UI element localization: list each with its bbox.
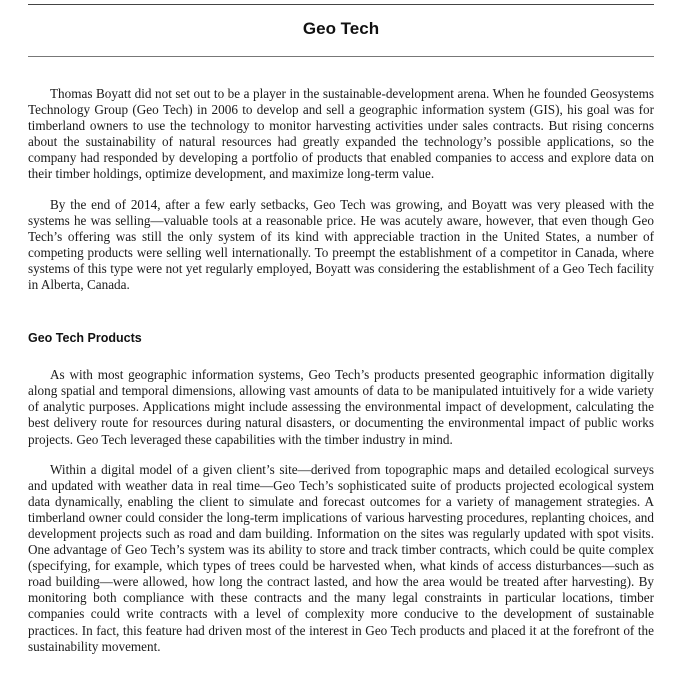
section-heading-products: Geo Tech Products <box>28 331 142 346</box>
intro-paragraph-2: By the end of 2014, after a few early setbacks, Geo Tech was growing, and Boyatt was very pleased with the systems he was selling—valuable tools at a reasonable price. He was acutely aware, however, that even though Geo Tech’s offering was still the only system of its kind with appreciable traction in the United States, a number of competing products were selling well internationally. To preempt the establishment of a competitor in Canada, where systems of this type were not yet regularly employed, Boyatt was considering the establishment of a Geo Tech facility in Alberta, Canada. <box>28 196 654 293</box>
intro-paragraph-1: Thomas Boyatt did not set out to be a player in the sustainable-development arena. When he founded Geosystems Technology Group (Geo Tech) in 2006 to develop and sell a geographic information system (GIS), his goal was for timberland owners to use the technology to monitor harvesting activities under sales contracts. But rising concerns about the sustainability of natural resources had greatly expanded the technology’s possible applications, so the company had responded by developing a portfolio of products that enabled companies to access and explore data on their timber holdings, optimize development, and maximize long-term value. <box>28 86 654 182</box>
products-paragraph-2: Within a digital model of a given client’s site—derived from topographic maps and detailed ecological surveys and updated with weather data in real time—Geo Tech’s sophisticated suite of products projected ecological system data dynamically, enabling the client to simulate and forecast outcomes for a variety of management strategies. A timberland owner could consider the long-term implications of various harvesting procedures, replanting choices, and development projects such as road and dam building. Information on the sites was regularly updated with spot visits. One advantage of Geo Tech’s system was its ability to store and track timber contracts, which could be quite complex (specifying, for example, which types of trees could be harvested when, what kinds of access disturbances—such as road building—were allowed, how long the contract lasted, and how the area would be treated after harvesting). By monitoring both compliance with these contracts and the many legal constraints in particular locations, timber companies could write contracts with a level of complexity more conducive to the development of sustainable practices. In fact, this feature had driven most of the interest in Geo Tech products and placed it at the forefront of the sustainability movement. <box>28 461 654 654</box>
products-paragraph-1: As with most geographic information systems, Geo Tech’s products presented geographic information digitally along spatial and temporal dimensions, allowing vast amounts of data to be manipulated intuitively for a wide variety of analytic purposes. Applications might include assessing the environmental impact of development, calculating the best delivery route for resources during natural disasters, or documenting the environmental impact of public works projects. Geo Tech leveraged these capabilities with the timber industry in mind. <box>28 367 654 447</box>
document-page <box>28 4 654 655</box>
title-bottom-rule <box>28 56 654 57</box>
page-title: Geo Tech <box>302 19 380 38</box>
